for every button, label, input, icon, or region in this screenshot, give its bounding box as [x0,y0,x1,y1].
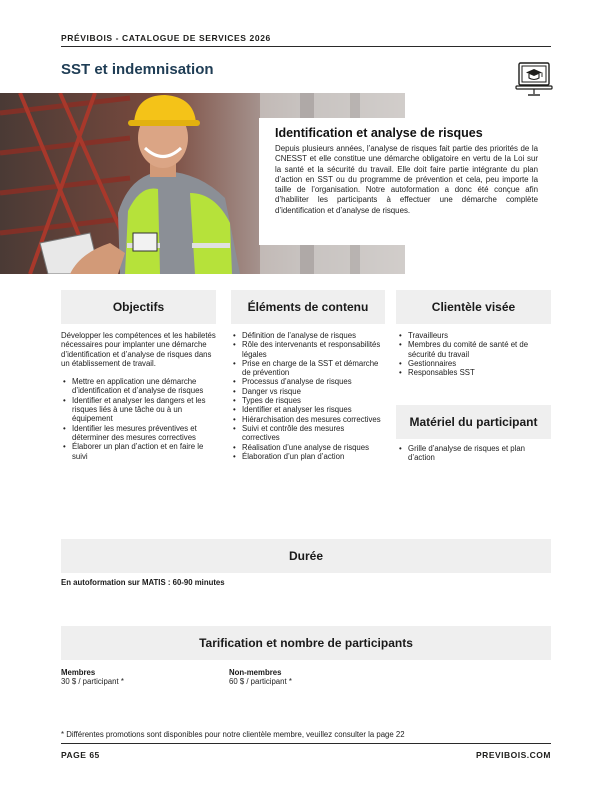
list-item: • Responsables SST [397,368,552,377]
list-item: • Mettre en application une démarche d’identification et d’analyse de risques [61,377,221,396]
footer-rule [61,743,551,744]
clientele-heading: Clientèle visée [396,290,551,324]
duree-heading: Durée [61,539,551,573]
contenu-section [231,331,381,461]
footnote: * Différentes promotions sont disponibles pour notre clientèle membre, veuillez consulter la page 22 [61,730,405,739]
running-header: PRÉVIBOIS - CATALOGUE DE SERVICES 2026 [61,33,271,43]
materiel-list [397,444,552,463]
list-item: • Identifier et analyser les risques [231,405,381,414]
list-item: • Danger vs risque [231,387,381,396]
list-item: • Identifier les mesures préventives et déterminer des mesures correctives [61,424,221,443]
laptop-graduation-cap-icon [515,60,553,100]
list-item: • Élaborer un plan d’action et en faire le suivi [61,442,221,461]
list-item: • Gestionnaires [397,359,552,368]
objectifs-heading: Objectifs [61,290,216,324]
objectifs-list [61,377,221,461]
duree-text: En autoformation sur MATIS : 60-90 minutes [61,578,225,587]
members-label: Membres [61,668,96,677]
course-title: Identification et analyse de risques [275,126,483,140]
list-item: • Rôle des intervenants et responsabilités légales [231,340,381,359]
header-rule [61,46,551,47]
list-item: • Travailleurs [397,331,552,340]
list-item: • Hiérarchisation des mesures correctives [231,415,381,424]
list-item: • Membres du comité de santé et de sécurité du travail [397,340,552,359]
course-description: Depuis plusieurs années, l’analyse de risques fait partie des priorités de la CNESST et elle constitue une démarche obligatoire en vertu de la Loi sur la santé et la sécurité du travail. Elle doit faire partie intégrante du plan d’action en SST ou du programme de prévention et cela, peu importe la taille de l’organisation. Notre autoformation a donc été conçue afin d’habiliter les participants à effectuer une démarche complète d’identification et d’analyse de risques. [275,144,538,215]
materiel-heading: Matériel du participant [396,405,551,439]
clientele-section [397,331,552,377]
objectifs-section [61,331,221,461]
contenu-list [231,331,381,461]
list-item: • Processus d’analyse de risques [231,377,381,386]
list-item: • Suivi et contrôle des mesures correctives [231,424,381,443]
list-item: • Prise en charge de la SST et démarche de prévention [231,359,381,378]
list-item: • Types de risques [231,396,381,405]
list-item: • Identifier et analyser les dangers et les risques liés à une tâche ou à un équipement [61,396,221,424]
list-item: • Élaboration d’un plan d’action [231,452,381,461]
website-link[interactable]: PREVIBOIS.COM [476,750,551,760]
clientele-list [397,331,552,377]
nonmembers-price: 60 $ / participant * [229,677,292,686]
list-item: • Réalisation d’une analyse de risques [231,443,381,452]
intro-box [259,118,540,245]
contenu-heading: Éléments de contenu [231,290,385,324]
section-title: SST et indemnisation [61,61,214,78]
tarification-heading: Tarification et nombre de participants [61,626,551,660]
list-item: • Grille d’analyse de risques et plan d’action [397,444,552,463]
page-number: PAGE 65 [61,750,100,760]
list-item: • Définition de l’analyse de risques [231,331,381,340]
materiel-section [397,444,552,463]
members-price: 30 $ / participant * [61,677,124,686]
objectifs-paragraph: Développer les compétences et les habiletés nécessaires pour implanter une démarche d’identification et d’analyse de risques dans un établissement de travail. [61,331,216,368]
nonmembers-label: Non-membres [229,668,282,677]
